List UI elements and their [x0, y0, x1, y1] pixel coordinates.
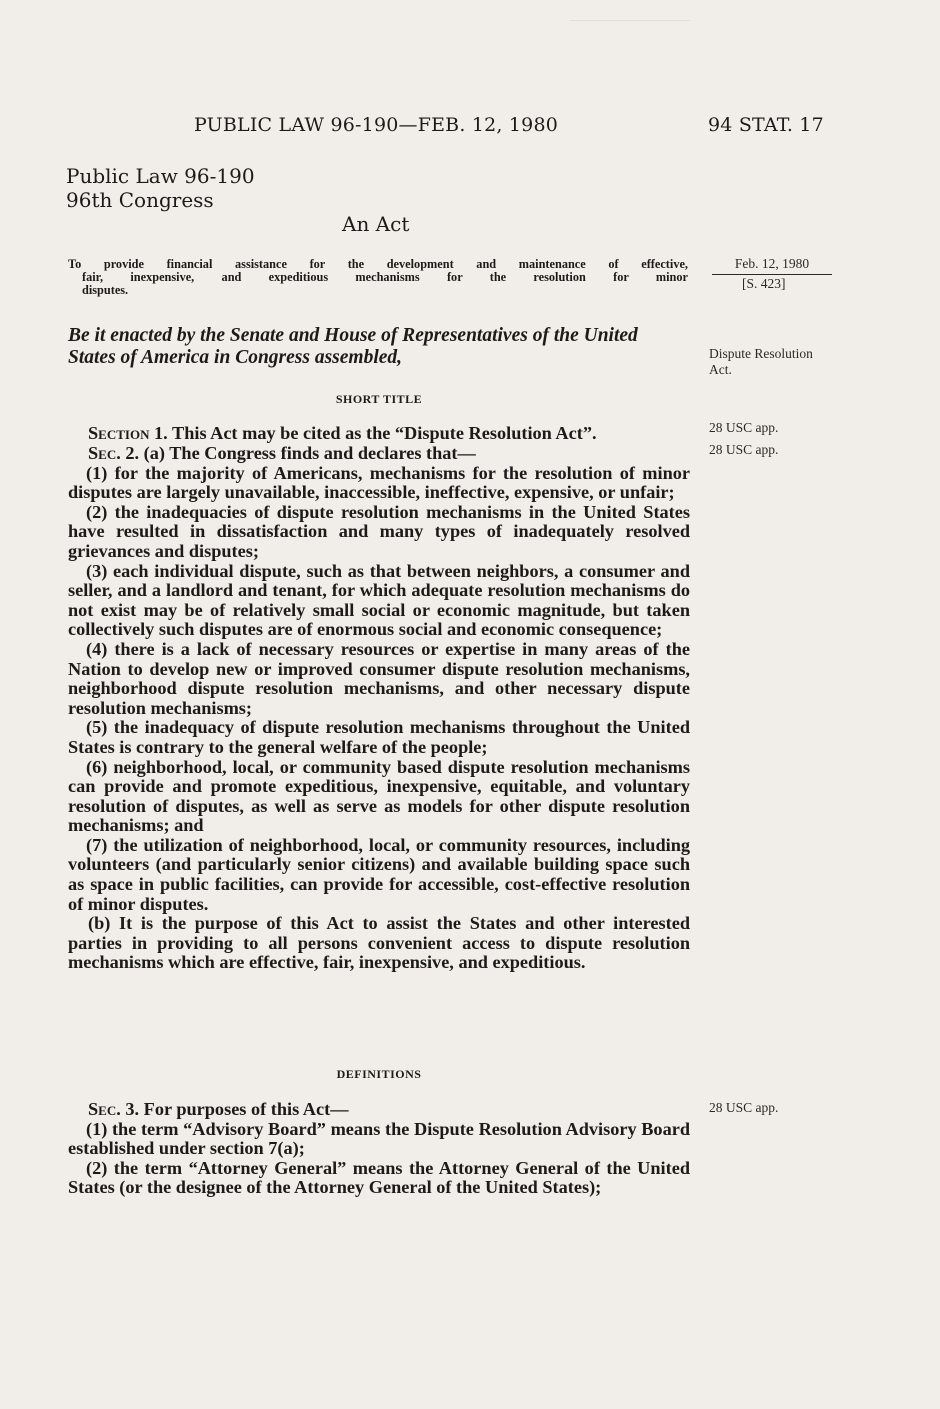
- finding-1: (1) for the majority of Americans, mechanisms for the resolution of minor disputes are largely unavailable, inaccessible, ineffective, expensive, or unfair;: [68, 462, 690, 503]
- definition-1: (1) the term “Advisory Board” means the Dispute Resolution Advisory Board established under section 7(a);: [68, 1118, 690, 1159]
- section-2-label: Sec. 2.: [88, 443, 140, 463]
- margin-date: Feb. 12, 1980: [712, 256, 832, 275]
- margin-bill-number: [S. 423]: [742, 276, 786, 291]
- finding-5: (5) the inadequacy of dispute resolution mechanisms throughout the United States is contrary to the general welfare of the people;: [68, 717, 690, 757]
- congress-number: 96th Congress: [66, 188, 214, 212]
- margin-short-title-note: Dispute Resolution Act.: [709, 346, 813, 377]
- section-3: [68, 1100, 690, 1198]
- purpose-paragraph-b: (b) It is the purpose of this Act to assist the States and other interested parties in providing to all persons convenient access to dispute resolution mechanisms which are effective, fair, inexpensive, and expeditious.: [68, 913, 690, 973]
- section-1-text: This Act may be cited as the “Dispute Resolution Act”.: [172, 423, 597, 443]
- margin-usc-1: 28 USC app.: [709, 420, 779, 435]
- section-2: [68, 444, 690, 973]
- enacting-clause: Be it enacted by the Senate and House of Representatives of the United States of America in Congress assembled,: [68, 325, 638, 368]
- finding-7: (7) the utilization of neighborhood, local, or community resources, including volunteers (and particularly senior citizens) and available building space such as space in public facilities, can provide for accessible, cost-effective resolution of minor disputes.: [68, 834, 690, 914]
- finding-2: (2) the inadequacies of dispute resolution mechanisms in the United States have resulted in dissatisfaction and many types of inadequately resolved grievances and disputes;: [68, 501, 690, 561]
- margin-usc-3: 28 USC app.: [709, 1100, 779, 1115]
- section-3-label: Sec. 3.: [88, 1099, 140, 1119]
- short-title-heading: SHORT TITLE: [335, 392, 423, 406]
- page-edge-shadow: [570, 20, 690, 27]
- long-title-line-2: fair, inexpensive, and expeditious mechanisms for the resolution for minor: [82, 270, 688, 284]
- section-1-label: Section 1.: [88, 423, 168, 443]
- section-1: [68, 424, 690, 444]
- section-2-intro: (a) The Congress finds and declares that—: [143, 443, 476, 463]
- section-3-intro: For purposes of this Act—: [143, 1099, 349, 1119]
- long-title: [68, 258, 688, 297]
- definitions-heading: DEFINITIONS: [336, 1067, 422, 1081]
- margin-usc-2: 28 USC app.: [709, 442, 779, 457]
- finding-3: (3) each individual dispute, such as that between neighbors, a consumer and seller, and a landlord and tenant, for which adequate resolution mechanisms do not exist may be of relatively small social or economic magnitude, but taken collectively such disputes are of enormous social and economic consequence;: [68, 560, 690, 640]
- act-label: An Act: [342, 212, 410, 236]
- running-header-title: PUBLIC LAW 96-190—FEB. 12, 1980: [194, 114, 559, 136]
- long-title-line-1: To provide financial assistance for the development and maintenance of effective,: [68, 257, 688, 271]
- finding-4: (4) there is a lack of necessary resources or expertise in many areas of the Nation to develop new or improved consumer dispute resolution mechanisms, neighborhood dispute resolution mechanisms, and other necessary dispute resolution mechanisms;: [68, 638, 690, 718]
- definition-2: (2) the term “Attorney General” means the Attorney General of the United States (or the designee of the Attorney General of the United States);: [68, 1157, 690, 1198]
- finding-6: (6) neighborhood, local, or community based dispute resolution mechanisms can provide and promote expeditious, inexpensive, equitable, and voluntary resolution of disputes, as well as serve as models for other dispute resolution mechanisms; and: [68, 756, 690, 836]
- running-header-stat: 94 STAT. 17: [708, 114, 824, 136]
- public-law-number: Public Law 96-190: [66, 164, 255, 188]
- long-title-line-3: disputes.: [82, 283, 129, 297]
